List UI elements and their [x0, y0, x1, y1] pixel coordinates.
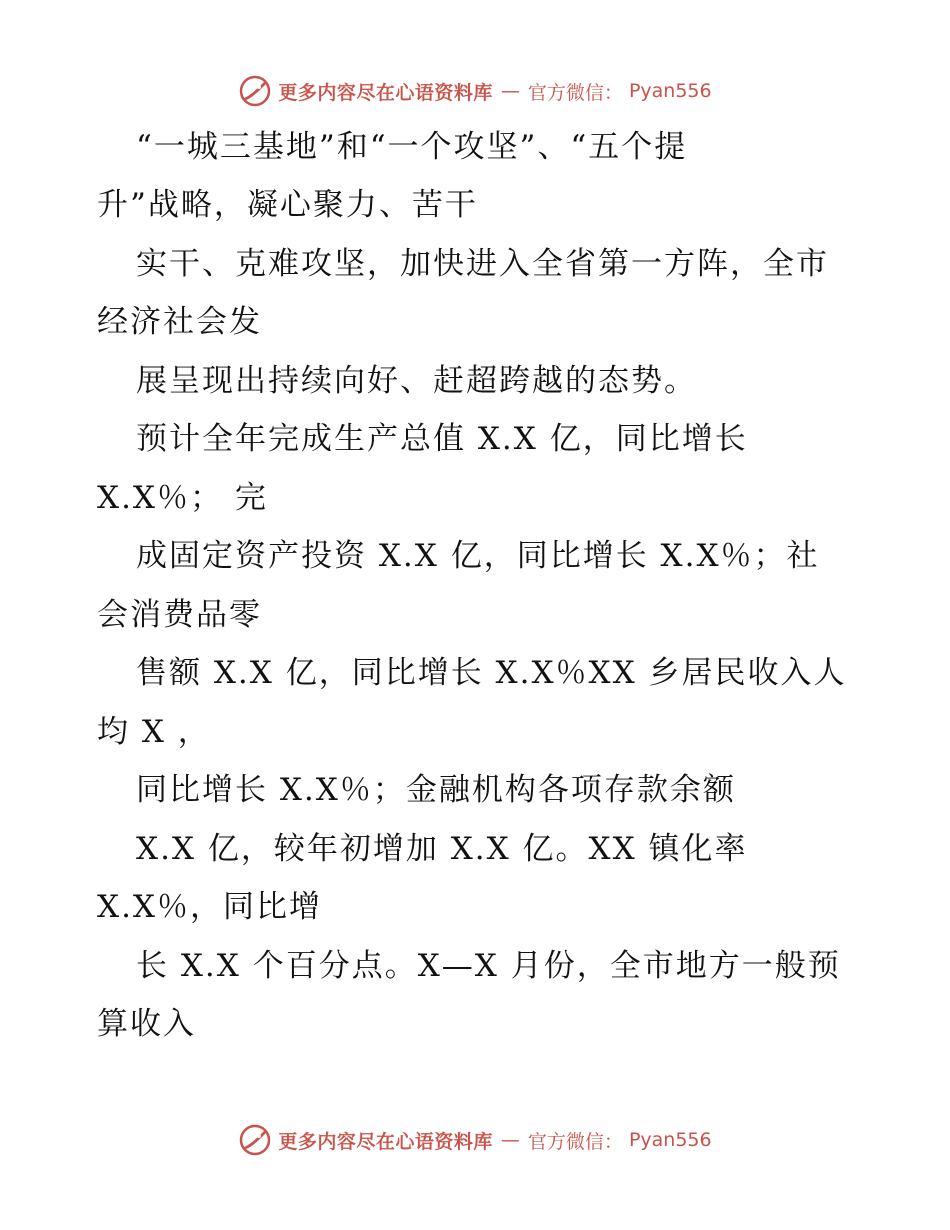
body-line: 会消费品零: [97, 597, 262, 633]
watermark-site-text: 更多内容尽在心语资料库: [278, 1130, 493, 1153]
pen-nib-logo-icon: [238, 74, 272, 108]
body-line: X.X 亿，较年初增加 X.X 亿。XX 镇化率: [136, 831, 748, 867]
watermark-dash: —: [500, 1129, 520, 1151]
body-line: “一城三基地”和“一个攻坚”、“五个提: [136, 129, 688, 165]
watermark-site-text: 更多内容尽在心语资料库: [278, 81, 493, 104]
body-line: X.X％，同比增: [97, 889, 322, 925]
watermark-wechat-id: Pyan556: [628, 1129, 712, 1151]
body-line: 经济社会发: [97, 304, 262, 340]
body-line: 同比增长 X.X％；金融机构各项存款余额: [136, 772, 736, 808]
body-line: X.X％； 完: [97, 480, 268, 516]
body-line: 长 X.X 个百分点。X—X 月份，全市地方一般预: [136, 948, 841, 984]
pen-nib-logo-icon: [238, 1123, 272, 1157]
watermark-wechat-id: Pyan556: [628, 80, 712, 102]
body-line: 展呈现出持续向好、赶超跨越的态势。: [136, 363, 697, 399]
watermark-label: 官方微信：: [527, 81, 623, 104]
body-line: 均 X ，: [97, 714, 211, 750]
header-watermark: [0, 71, 950, 111]
footer-watermark: [0, 1120, 950, 1160]
body-line: 算收入: [97, 1006, 196, 1042]
body-line: 售额 X.X 亿，同比增长 X.X％XX 乡居民收入人: [136, 655, 847, 691]
watermark-label: 官方微信：: [527, 1130, 623, 1153]
body-line: 成固定资产投资 X.X 亿，同比增长 X.X％；社: [136, 538, 820, 574]
body-line: 升”战略，凝心聚力、苦干: [97, 187, 478, 223]
watermark-dash: —: [500, 80, 520, 102]
body-line: 实干、克难攻坚，加快进入全省第一方阵，全市: [136, 246, 829, 282]
body-line: 预计全年完成生产总值 X.X 亿，同比增长: [136, 421, 748, 457]
